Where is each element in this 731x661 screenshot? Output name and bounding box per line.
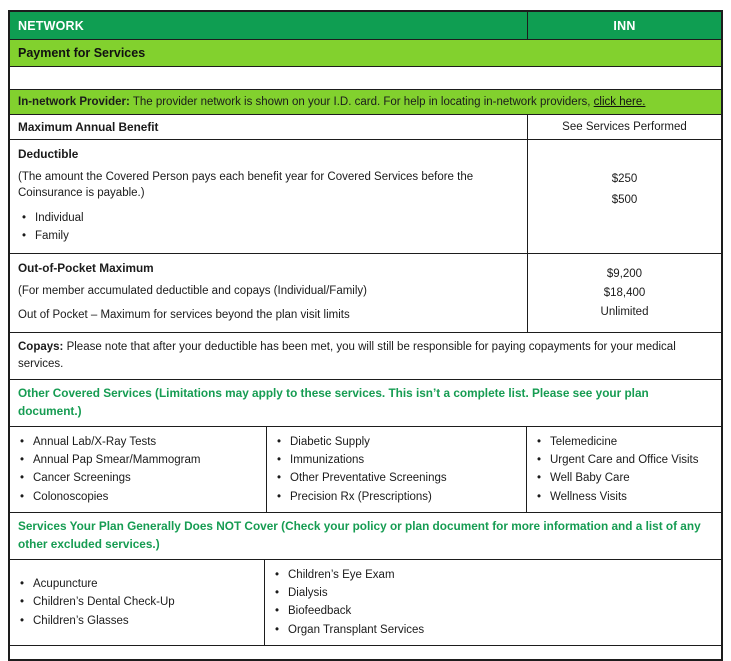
in-network-note-text: [18, 96, 645, 108]
truncated-next-row: [10, 645, 721, 659]
not-covered-list-2: [271, 566, 715, 640]
list-item: • Children’s Glasses: [16, 612, 258, 630]
covered-col-2: [267, 427, 527, 513]
list-item: • Children’s Eye Exam: [271, 566, 715, 584]
list-item: • Well Baby Care: [533, 469, 715, 487]
list-item: • Colonoscopies: [16, 488, 260, 506]
deductible-list: [18, 210, 519, 246]
list-item: • Biofeedback: [271, 602, 715, 620]
list-item: • Dialysis: [271, 584, 715, 602]
oop-description-1: (For member accumulated deductible and copays (Individual/Family): [18, 284, 367, 297]
covered-services-heading-row: [10, 379, 721, 425]
list-item: • Other Preventative Screenings: [273, 469, 520, 487]
not-covered-heading-row: [10, 512, 721, 558]
copays-body: Please note that after your deductible has been met, you will still be responsible for paying copayments for your medical services.: [18, 340, 676, 371]
not-covered-lists-row: [10, 559, 721, 646]
not-covered-col-1: [10, 560, 265, 646]
list-item: • Annual Pap Smear/Mammogram: [16, 451, 260, 469]
deductible-desc-cell: [10, 140, 528, 253]
deductible-description: (The amount the Covered Person pays each benefit year for Covered Services before the Coinsurance is payable.): [18, 171, 474, 200]
payment-section-row: [10, 39, 721, 66]
oop-desc-cell: [10, 254, 528, 332]
list-item: • Immunizations: [273, 451, 520, 469]
max-benefit-row: [10, 114, 721, 139]
list-item: • Telemedicine: [533, 433, 715, 451]
list-item: • Children’s Dental Check-Up: [16, 593, 258, 611]
oop-description-2: Out of Pocket – Maximum for services beyond the plan visit limits: [18, 308, 350, 321]
covered-col-1: [10, 427, 267, 513]
inn-header-cell: [528, 12, 721, 39]
network-header-label: NETWORK: [18, 18, 84, 33]
table-header-row: [10, 12, 721, 39]
covered-list-1: [16, 433, 260, 507]
in-network-note-row: [10, 89, 721, 114]
max-benefit-label-cell: [10, 115, 528, 139]
list-item: • Cancer Screenings: [16, 469, 260, 487]
blank-row: [10, 66, 721, 89]
max-benefit-value-cell: [528, 115, 721, 139]
deductible-row: [10, 139, 721, 253]
list-item: • Urgent Care and Office Visits: [533, 451, 715, 469]
in-network-lead: In-network Provider:: [18, 96, 130, 108]
benefits-table: [8, 10, 723, 661]
not-covered-col-2: [265, 560, 721, 646]
covered-list-2: [273, 433, 520, 507]
click-here-link[interactable]: click here.: [593, 96, 646, 108]
list-item: • Annual Lab/X-Ray Tests: [16, 433, 260, 451]
list-item: • Wellness Visits: [533, 488, 715, 506]
copays-note-row: [10, 332, 721, 380]
in-network-body: The provider network is shown on your I.D. card. For help in locating in-network providers,: [129, 96, 594, 108]
list-item: • Organ Transplant Services: [271, 621, 715, 639]
payment-section-title: Payment for Services: [18, 46, 146, 60]
oop-values-cell: [528, 254, 721, 332]
oop-unlimited-value: Unlimited: [600, 305, 649, 318]
not-covered-heading: Services Your Plan Generally Does NOT Cover (Check your policy or plan document for more information and a list of any other excluded services.): [18, 519, 701, 551]
list-item: • Precision Rx (Prescriptions): [273, 488, 520, 506]
list-item: • Family: [18, 228, 519, 246]
max-benefit-value: See Services Performed: [562, 121, 687, 133]
max-benefit-label: Maximum Annual Benefit: [18, 120, 159, 134]
oop-family-amount: $18,400: [603, 286, 646, 299]
copays-lead: Copays:: [18, 340, 64, 353]
deductible-title: Deductible: [18, 147, 79, 161]
oop-max-row: [10, 253, 721, 332]
deductible-family-amount: $500: [611, 193, 638, 206]
list-item: • Individual: [18, 210, 519, 228]
list-item: • Diabetic Supply: [273, 433, 520, 451]
deductible-values-cell: [528, 140, 721, 253]
deductible-individual-amount: $250: [611, 172, 638, 185]
covered-col-3: [527, 427, 721, 513]
inn-header-label: INN: [613, 18, 636, 33]
list-item: • Acupuncture: [16, 575, 258, 593]
oop-individual-amount: $9,200: [606, 267, 643, 280]
covered-list-3: [533, 433, 715, 507]
not-covered-list-1: [16, 575, 258, 630]
covered-services-heading: Other Covered Services (Limitations may apply to these services. This isn’t a complete list. Please see your plan document.): [18, 386, 649, 418]
covered-services-lists-row: [10, 426, 721, 513]
network-header-cell: [10, 12, 528, 39]
oop-title: Out-of-Pocket Maximum: [18, 260, 154, 275]
